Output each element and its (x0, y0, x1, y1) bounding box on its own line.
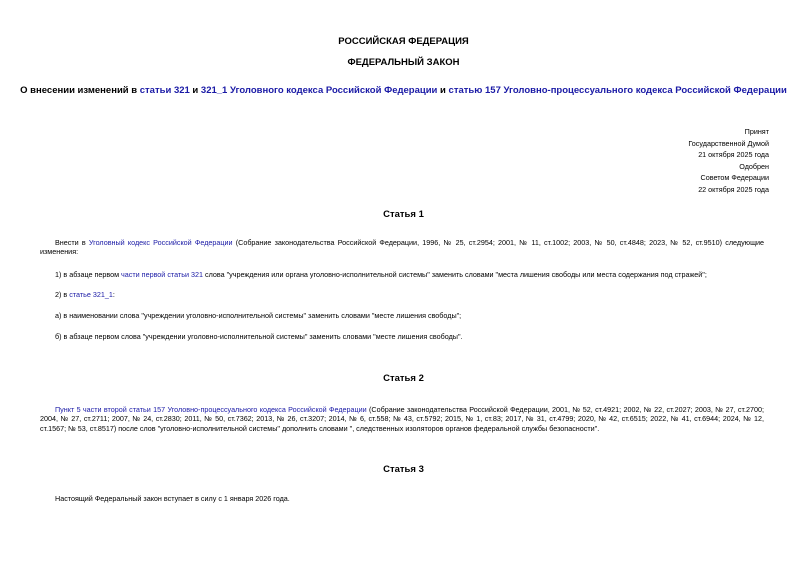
item-2-text: 2) в (55, 290, 70, 299)
title-prefix: О внесении изменений в (20, 85, 140, 96)
item-2-colon: : (112, 290, 115, 299)
adoption-date: 21 октября 2025 года (698, 150, 769, 160)
approval-line: Советом Федерации (700, 173, 769, 183)
link-article-321-1[interactable]: статье 321_1 (69, 290, 113, 299)
law-title (0, 85, 807, 96)
article-1-heading: Статья 1 (383, 209, 424, 220)
title-conjunction-2: и (437, 85, 449, 96)
article-2-body: (Собрание законодательства Российской Федерации, 2001, № 52, ст.4921; 2002, № 22, ст.2027; 2003, № 27, ст.2700; 2004, № 27, ст.2711; 2007, № 24, ст.2830; 2011, № 50, ст.7362; 2013, № 26, ст.3207; 2014, № 6, ст.558; № 43, ст.5792; 2015, № 1, ст.83; 2017, № 31, ст.4799; 2020, № 42, ст.6515; 2022, № 41, ст.6944; 2024, № 12, ст.1567; № 53, ст.8517) после слов "уголовно-исполнительной системы" дополнить словами ", следственных изоляторов органов федеральной службы безопасности". (40, 405, 764, 433)
item-1-text-rest: слова "учреждения или органа уголовно-исполнительной системы" заменить словами "места лишения свободы или места содержания под стражей"; (203, 270, 707, 279)
title-conjunction-1: и (189, 85, 201, 96)
intro-text-rest: (Собрание законодательства Российской Федерации, 1996, № 25, ст.2954; 2001, № 11, ст.1002; 2003, № 50, ст.4848; 2023, № 52, ст.9510) следующие изменения: (40, 238, 764, 257)
link-article-157-part-2-point-5[interactable]: Пункт 5 части второй статьи 157 Уголовно-процессуального кодекса Российской Федерации (55, 405, 367, 414)
item-1-text: 1) в абзаце первом (55, 270, 122, 279)
article-1-item-1 (40, 270, 764, 279)
title-link-article-157[interactable]: статью 157 Уголовно-процессуального кодекса Российской Федерации (448, 85, 787, 96)
adoption-line: Государственной Думой (688, 138, 769, 148)
approval-date: 22 октября 2025 года (698, 184, 769, 194)
article-3-heading: Статья 3 (383, 464, 424, 475)
article-1-item-2a: а) в наименовании слова "учреждении уголовно-исполнительной системы" заменить словами "месте лишения свободы"; (55, 311, 462, 320)
article-3-text: Настоящий Федеральный закон вступает в силу с 1 января 2026 года. (55, 494, 290, 503)
adoption-block (688, 126, 769, 196)
link-article-321-part-1[interactable]: части первой статьи 321 (121, 270, 204, 279)
article-2-heading: Статья 2 (383, 373, 424, 384)
title-link-article-321-1[interactable]: 321_1 Уголовного кодекса Российской Федерации (200, 85, 438, 96)
country-heading: РОССИЙСКАЯ ФЕДЕРАЦИЯ (338, 36, 469, 47)
approval-line: Одобрен (739, 161, 769, 171)
intro-text: Внести в (55, 238, 89, 247)
article-1-intro (40, 238, 764, 257)
adoption-line: Принят (744, 127, 769, 136)
link-criminal-code[interactable]: Уголовный кодекс Российской Федерации (88, 238, 233, 247)
article-2-text (40, 405, 764, 433)
document-type-heading: ФЕДЕРАЛЬНЫЙ ЗАКОН (347, 57, 460, 68)
article-1-item-2b: б) в абзаце первом слова "учреждении уголовно-исполнительной системы" заменить словами "месте лишения свободы". (55, 332, 463, 341)
title-link-article-321[interactable]: статьи 321 (139, 85, 190, 96)
article-1-item-2 (40, 290, 764, 299)
